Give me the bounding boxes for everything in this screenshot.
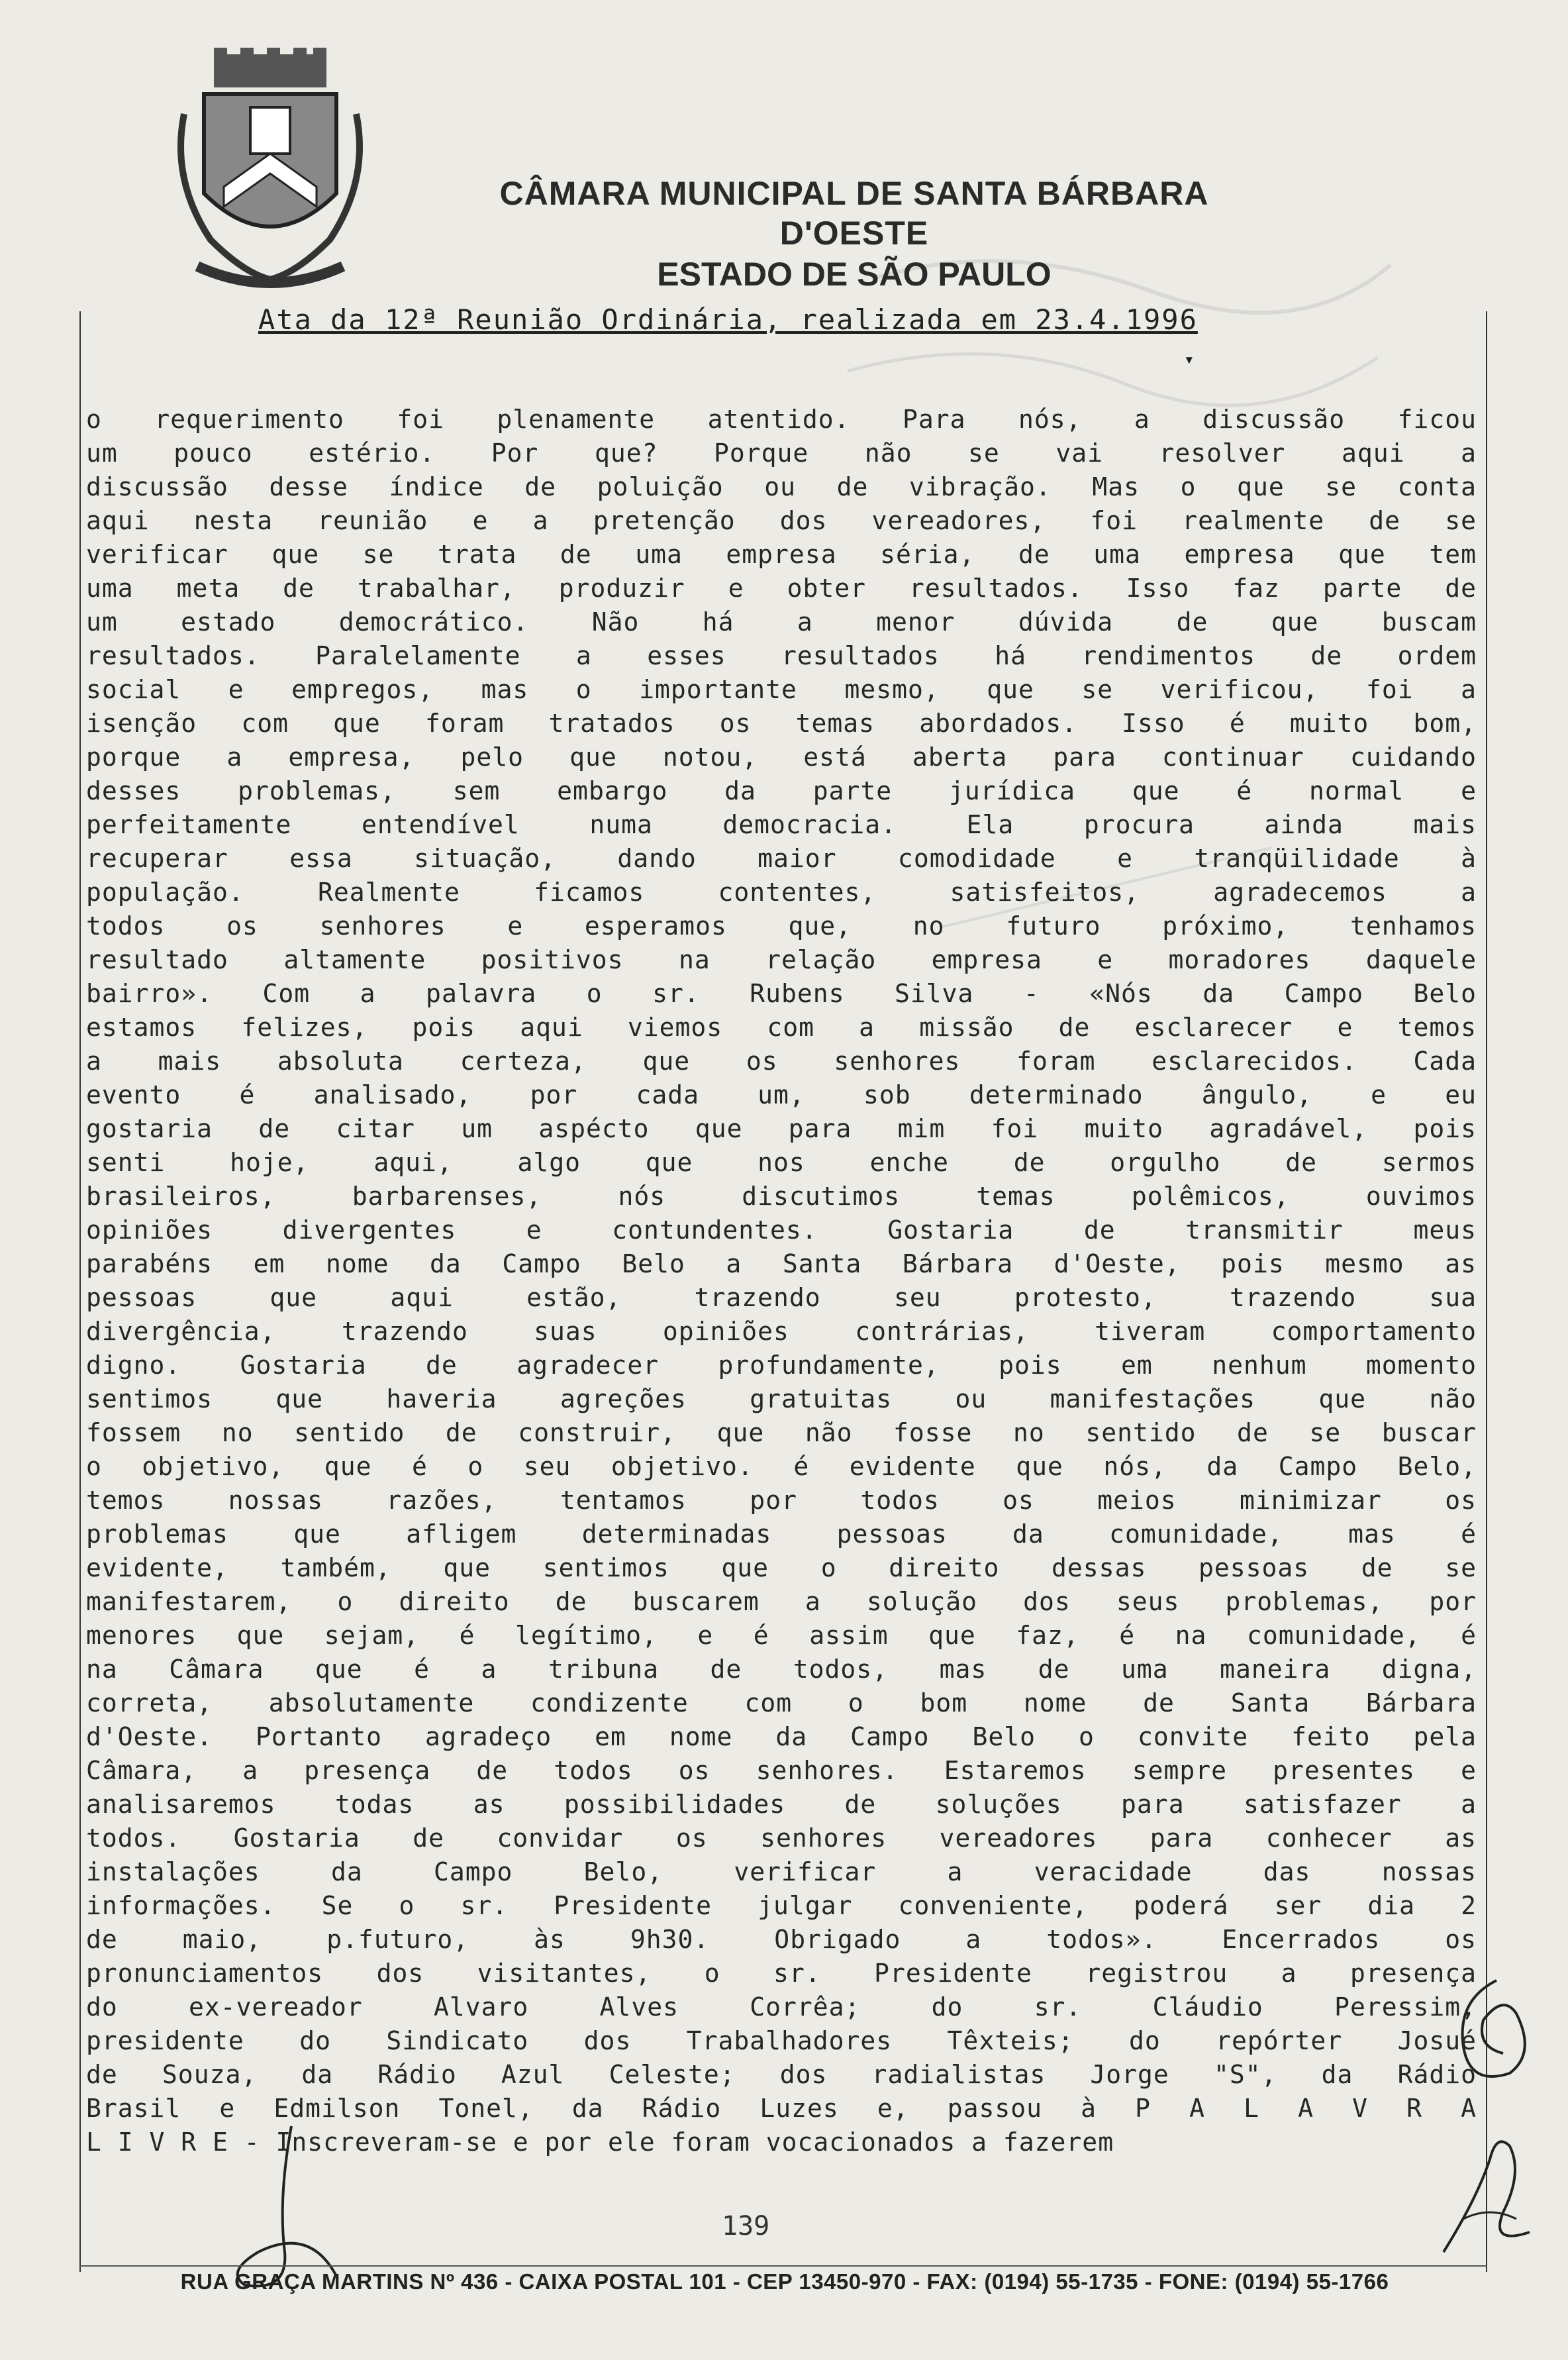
text-line: população. Realmente ficamos contentes, satisfeitos, agradecemos a	[86, 878, 1477, 907]
text-line: estamos felizes, pois aqui viemos com a missão de esclarecer e temos	[86, 1013, 1477, 1042]
text-line: d'Oeste. Portanto agradeço em nome da Campo Belo o convite feito pela	[86, 1722, 1477, 1751]
text-line: Câmara, a presença de todos os senhores. Estaremos sempre presentes e	[86, 1756, 1477, 1785]
text-line: social e empregos, mas o importante mesmo, que se verificou, foi a	[86, 675, 1477, 704]
text-line: do ex-vereador Alvaro Alves Corrêa; do sr. Cláudio Peressim,	[86, 1992, 1477, 2022]
text-line: parabéns em nome da Campo Belo a Santa Bárbara d'Oeste, pois mesmo as	[86, 1249, 1477, 1278]
text-line: presidente do Sindicato dos Trabalhadores Têxteis; do repórter Josué	[86, 2026, 1477, 2055]
text-line: analisaremos todas as possibilidades de soluções para satisfazer a	[86, 1790, 1477, 1819]
text-line: manifestarem, o direito de buscarem a solução dos seus problemas, por	[86, 1587, 1477, 1616]
text-line: aqui nesta reunião e a pretenção dos vereadores, foi realmente de se	[86, 506, 1477, 535]
text-line: o requerimento foi plenamente atentido. Para nós, a discussão ficou	[86, 405, 1477, 434]
text-line: evento é analisado, por cada um, sob determinado ângulo, e eu	[86, 1080, 1477, 1109]
text-line: resultados. Paralelamente a esses resultados há rendimentos de ordem	[86, 641, 1477, 670]
text-line: gostaria de citar um aspécto que para mim foi muito agradável, pois	[86, 1114, 1477, 1143]
text-line: recuperar essa situação, dando maior comodidade e tranqüilidade à	[86, 844, 1477, 873]
text-line: instalações da Campo Belo, verificar a veracidade das nossas	[86, 1857, 1477, 1886]
text-line: todos. Gostaria de convidar os senhores vereadores para conhecer as	[86, 1823, 1477, 1853]
state-name: ESTADO DE SÃO PAULO	[657, 256, 1052, 293]
arrow-marker-icon: ▾	[1184, 350, 1195, 370]
text-line: a mais absoluta certeza, que os senhores foram esclarecidos. Cada	[86, 1047, 1477, 1076]
text-line: informações. Se o sr. Presidente julgar conveniente, poderá ser dia 2	[86, 1891, 1477, 1920]
text-line: temos nossas razões, tentamos por todos os meios minimizar os	[86, 1486, 1477, 1515]
text-line: opiniões divergentes e contundentes. Gostaria de transmitir meus	[86, 1215, 1477, 1245]
text-line: fossem no sentido de construir, que não fosse no sentido de se buscar	[86, 1418, 1477, 1447]
text-line: digno. Gostaria de agradecer profundamente, pois em nenhum momento	[86, 1351, 1477, 1380]
left-margin-rule	[79, 311, 81, 2272]
text-line: problemas que afligem determinadas pessoas da comunidade, mas é	[86, 1519, 1477, 1549]
text-line: o objetivo, que é o seu objetivo. é evidente que nós, da Campo Belo,	[86, 1452, 1477, 1481]
right-margin-rule	[1486, 311, 1487, 2272]
footer-address: RUA GRAÇA MARTINS Nº 436 - CAIXA POSTAL 101 - CEP 13450-970 - FAX: (0194) 55-1735 - FONE: (0194) 55-1766	[180, 2269, 1389, 2294]
text-line: um estado democrático. Não há a menor dúvida de que buscam	[86, 607, 1477, 637]
text-line: de Souza, da Rádio Azul Celeste; dos radialistas Jorge "S", da Rádio	[86, 2060, 1477, 2089]
page-number: 139	[722, 2211, 770, 2241]
text-line: discussão desse índice de poluição ou de vibração. Mas o que se conta	[86, 472, 1477, 501]
text-line: brasileiros, barbarenses, nós discutimos temas polêmicos, ouvimos	[86, 1182, 1477, 1211]
text-line: pronunciamentos dos visitantes, o sr. Presidente registrou a presença	[86, 1959, 1477, 1988]
text-line: sentimos que haveria agreções gratuitas ou manifestações que não	[86, 1384, 1477, 1413]
text-line: L I V R E - Inscreveram-se e por ele foram vocacionados a fazerem	[86, 2128, 1114, 2157]
text-line: menores que sejam, é legítimo, e é assim que faz, é na comunidade, é	[86, 1621, 1477, 1650]
minutes-body	[86, 403, 1477, 2159]
text-line: pessoas que aqui estão, trazendo seu protesto, trazendo sua	[86, 1283, 1477, 1312]
municipal-coat-of-arms-icon	[171, 48, 369, 299]
text-line: perfeitamente entendível numa democracia. Ela procura ainda mais	[86, 810, 1477, 839]
institution-name: CÂMARA MUNICIPAL DE SANTA BÁRBARA D'OESTE	[499, 175, 1209, 252]
text-line: porque a empresa, pelo que notou, está aberta para continuar cuidando	[86, 743, 1477, 772]
text-line: resultado altamente positivos na relação empresa e moradores daquele	[86, 945, 1477, 974]
text-line: desses problemas, sem embargo da parte jurídica que é normal e	[86, 776, 1477, 805]
footer-rule	[79, 2265, 1487, 2267]
text-line: isenção com que foram tratados os temas abordados. Isso é muito bom,	[86, 709, 1477, 738]
text-line: todos os senhores e esperamos que, no futuro próximo, tenhamos	[86, 911, 1477, 941]
text-line: de maio, p.futuro, às 9h30. Obrigado a todos». Encerrados os	[86, 1925, 1477, 1954]
text-line: divergência, trazendo suas opiniões contrárias, tiveram comportamento	[86, 1317, 1477, 1346]
minutes-title: Ata da 12ª Reunião Ordinária, realizada em 23.4.1996	[258, 303, 1198, 336]
letterhead	[424, 174, 1285, 295]
text-line: bairro». Com a palavra o sr. Rubens Silva - «Nós da Campo Belo	[86, 979, 1477, 1008]
text-line: Brasil e Edmilson Tonel, da Rádio Luzes e, passou à P A L A V R A	[86, 2094, 1477, 2123]
text-line: evidente, também, que sentimos que o direito dessas pessoas de se	[86, 1553, 1477, 1582]
text-line: senti hoje, aqui, algo que nos enche de orgulho de sermos	[86, 1148, 1477, 1177]
text-line: na Câmara que é a tribuna de todos, mas de uma maneira digna,	[86, 1655, 1477, 1684]
text-line: uma meta de trabalhar, produzir e obter resultados. Isso faz parte de	[86, 574, 1477, 603]
text-line: correta, absolutamente condizente com o bom nome de Santa Bárbara	[86, 1688, 1477, 1718]
text-line: verificar que se trata de uma empresa séria, de uma empresa que tem	[86, 540, 1477, 569]
text-line: um pouco estério. Por que? Porque não se vai resolver aqui a	[86, 438, 1477, 468]
